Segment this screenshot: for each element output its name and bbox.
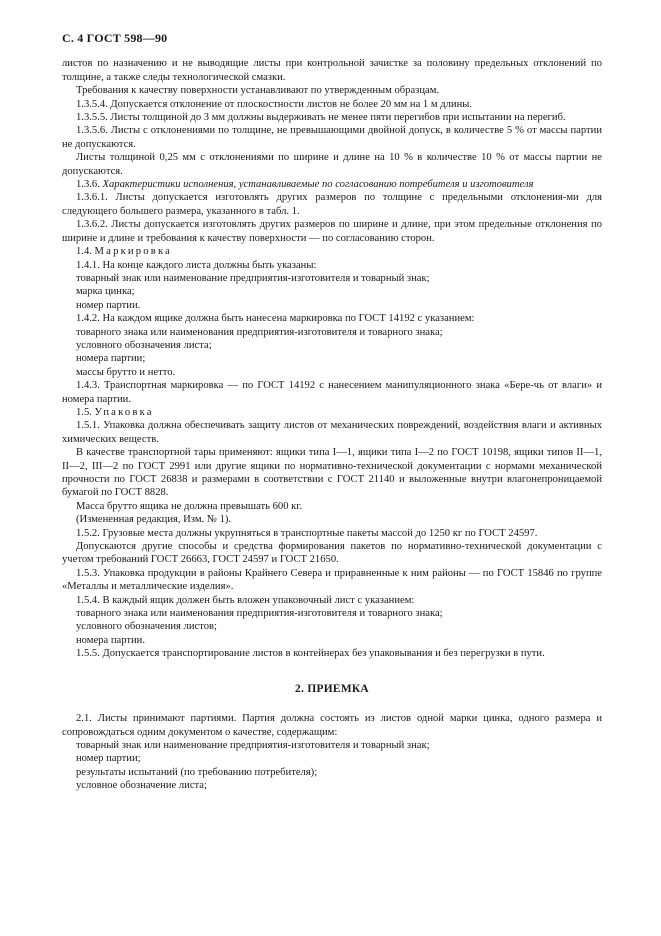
clause-number: 1.5. <box>76 406 92 418</box>
subsection-title: Упаковка <box>94 406 154 418</box>
paragraph: 1.5.3. Упаковка продукции в районы Крайнего Севера и приравненные к ним районы — по ГОСТ 15846 по группе «Металлы и металлические изделия». <box>62 567 602 593</box>
list-item: номер партии. <box>76 299 141 311</box>
list-item: товарного знака или наименования предприятия-изготовителя и товарного знака; <box>76 326 443 338</box>
page-header: С. 4 ГОСТ 598—90 <box>62 31 168 45</box>
list-item: условного обозначения листа; <box>76 339 212 351</box>
paragraph: Требования к качеству поверхности устанавливают по утвержденным образцам. <box>76 85 440 97</box>
list-item: номер партии; <box>76 753 141 765</box>
paragraph: 1.3.6.1. Листы допускается изготовлять других размеров по толщине с предельными отклонения-ми для следующего большего размера, указанного в табл. 1. <box>62 192 602 217</box>
paragraph: Допускаются другие способы и средства формирования пакетов по нормативно-технической документации с учетом требований ГОСТ 26663, ГОСТ 24597 и ГОСТ 21650. <box>62 541 602 566</box>
paragraph: 1.5.2. Грузовые места должны укрупняться в транспортные пакеты массой до 1250 кг по ГОСТ 24597. <box>76 527 538 539</box>
list-item: результаты испытаний (по требованию потребителя); <box>76 766 318 778</box>
paragraph: 1.5.4. В каждый ящик должен быть вложен упаковочный лист с указанием: <box>76 594 415 606</box>
paragraph: Масса брутто ящика не должна превышать 600 кг. <box>76 500 303 512</box>
subsection-heading <box>62 178 602 191</box>
subsection-heading <box>62 406 602 419</box>
subsection-title: Характеристики исполнения, устанавливаемые по согласованию потребителя и изготовителя <box>102 179 534 191</box>
section-title: 2. ПРИЕМКА <box>295 682 369 695</box>
document-page <box>62 32 602 793</box>
list-item: условное обозначение листа; <box>76 780 207 792</box>
paragraph: 1.3.6.2. Листы допускается изготовлять других размеров по ширине и длине, при этом предельные отклонения по ширине и длине и требования к качеству поверхности — по согласованию сторон. <box>62 219 602 244</box>
paragraph: 1.5.1. Упаковка должна обеспечивать защиту листов от механических повреждений, воздействия влаги и активных химических веществ. <box>62 420 602 445</box>
subsection-heading <box>62 245 602 258</box>
paragraph: 1.4.3. Транспортная маркировка — по ГОСТ 14192 с нанесением манипуляционного знака «Бере-чь от влаги» и номера партии. <box>62 380 602 405</box>
list-item: номера партии; <box>76 353 146 365</box>
list-item: товарный знак или наименование предприятия-изготовителя и товарный знак; <box>76 739 430 751</box>
list-item: массы брутто и нетто. <box>76 366 176 378</box>
paragraph: 2.1. Листы принимают партиями. Партия должна состоять из листов одной марки цинка, одного размера и сопровождаться одним документом о качестве, содержащим: <box>62 713 602 738</box>
list-item: номера партии. <box>76 634 145 646</box>
paragraph: 1.4.1. На конце каждого листа должны быть указаны: <box>76 259 317 271</box>
paragraph: (Измененная редакция, Изм. № 1). <box>76 514 232 526</box>
list-item: марка цинка; <box>76 286 135 298</box>
paragraph: 1.4.2. На каждом ящике должна быть нанесена маркировка по ГОСТ 14192 с указанием: <box>76 313 475 325</box>
list-item: условного обозначения листов; <box>76 621 217 633</box>
paragraph: В качестве транспортной тары применяют: ящики типа I—1, ящики типа I—2 по ГОСТ 10198, ящики типов II—1, II—2, III—2 по ГОСТ 2991 или другие ящики по нормативно-технической документации с нормами механической прочности по ГОСТ 26838 и размерами в соответствии с ГОСТ 21140 и выложенные внутри влагонепроницаемой бумагой по ГОСТ 8828. <box>62 447 602 499</box>
subsection-title: Маркировка <box>94 246 173 258</box>
paragraph: Листы толщиной 0,25 мм с отклонениями по ширине и длине на 10 % в количестве 10 % от массы партии не допускаются. <box>62 152 602 177</box>
paragraph: 1.3.5.5. Листы толщиной до 3 мм должны выдерживать не менее пяти перегибов при испытании на перегиб. <box>76 112 566 124</box>
list-item: товарного знака или наименования предприятия-изготовителя и товарного знака; <box>76 608 443 620</box>
clause-number: 1.3.6. <box>76 179 100 191</box>
paragraph: 1.5.5. Допускается транспортирование листов в контейнерах без упаковывания и без перегрузки в пути. <box>76 648 545 660</box>
paragraph: 1.3.5.6. Листы с отклонениями по толщине, не превышающими двойной допуск, в количестве 5 % от массы партии не допускаются. <box>62 125 602 150</box>
paragraph: листов по назначению и не выводящие листы при контрольной зачистке за половину предельных отклонений по толщине, а также следы технологической смазки. <box>62 58 602 83</box>
clause-number: 1.4. <box>76 246 92 258</box>
paragraph: 1.3.5.4. Допускается отклонение от плоскостности листов не более 20 мм на 1 м длины. <box>76 98 473 110</box>
list-item: товарный знак или наименование предприятия-изготовителя и товарный знак; <box>76 272 430 284</box>
